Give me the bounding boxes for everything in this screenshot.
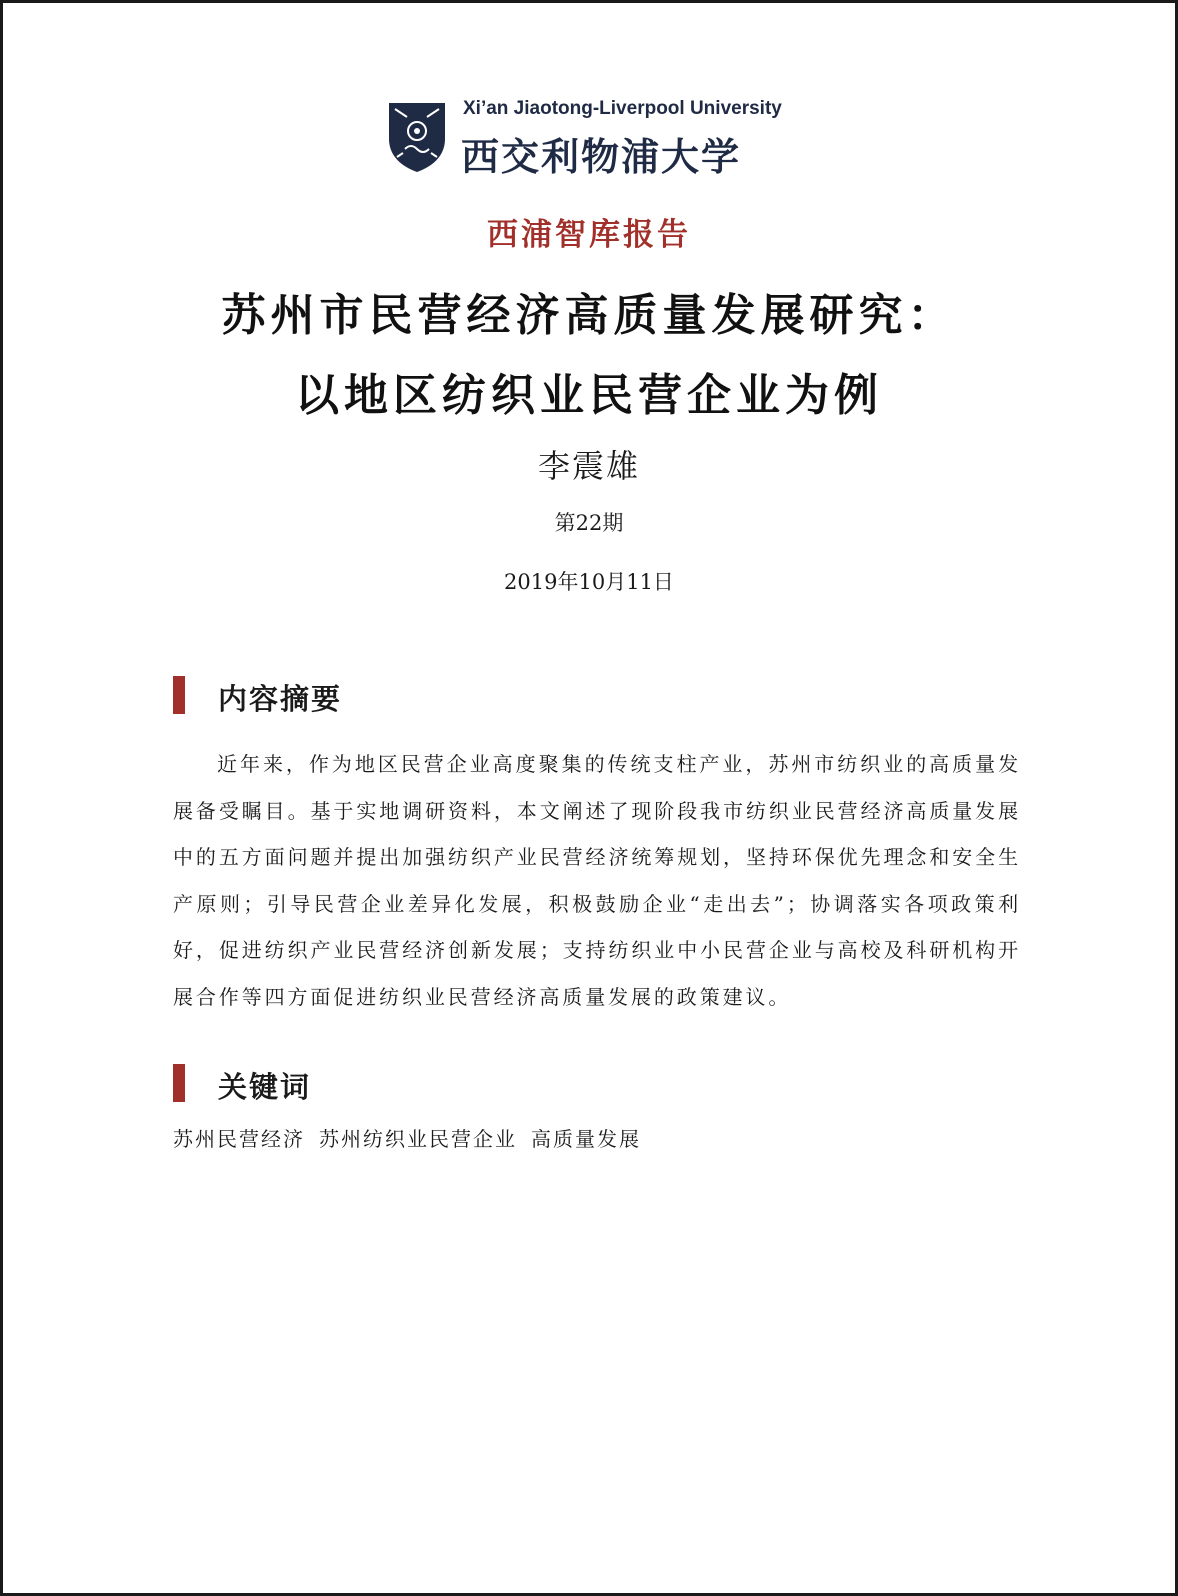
keyword-item: 苏州民营经济 [173,1127,305,1151]
report-title-line-1: 苏州市民营经济高质量发展研究： [221,290,957,341]
keywords-heading: 关键词 [218,1070,312,1104]
university-name-en: Xi’an Jiaotong-Liverpool University [463,98,782,119]
report-series: 西浦智库报告 [487,217,691,253]
report-title-line-2: 以地区纺织业民营企业为例 [295,370,883,421]
report-issue-number: 第22期 [554,511,624,535]
report-author: 李震雄 [537,447,640,485]
keywords-section-marker [173,1064,185,1102]
abstract-text: 近年来，作为地区民营企业高度聚集的传统支柱产业，苏州市纺织业的高质量发展备受瞩目。基于实地调研资料，本文阐述了现阶段我市纺织业民营经济高质量发展中的五方面问题并提出加强纺织产业民营经济统筹规划，坚持环保优先理念和安全生产原则；引导民营企业差异化发展，积极鼓励企业“走出去”；协调落实各项政策利好，促进纺织产业民营经济创新发展；支持纺织业中小民营企业与高校及科研机构开展合作等四方面促进纺织业民营经济高质量发展的政策建议。 [173,752,1021,1009]
keyword-item: 苏州纺织业民营企业 [319,1127,517,1151]
keyword-item: 高质量发展 [531,1127,641,1151]
university-name-cn: 西交利物浦大学 [461,134,742,179]
abstract-heading: 内容摘要 [218,682,343,716]
abstract-section-marker [173,676,185,714]
keywords-list [173,1123,655,1152]
university-crest-icon [387,101,447,173]
university-logo [387,98,807,178]
report-date: 2019年10月11日 [504,570,674,594]
